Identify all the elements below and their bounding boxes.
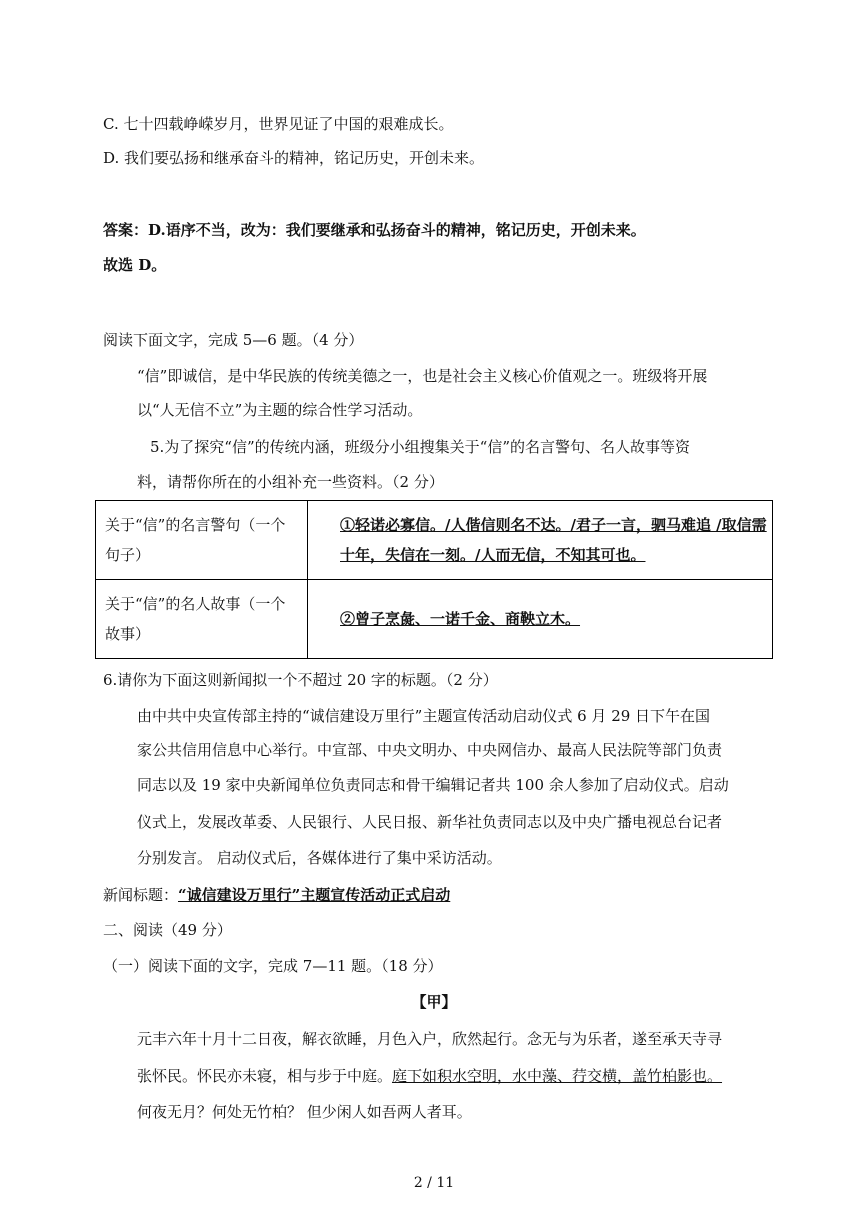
answer-choice: 故选 D。 [103, 256, 167, 274]
news-title-label: 新闻标题： [103, 886, 179, 904]
news-title-row [103, 885, 450, 905]
news-line: 同志以及 19 家中央新闻单位负责同志和骨干编辑记者共 100 余人参加了启动仪式。启动 [137, 776, 729, 794]
news-line: 仪式上，发展改革委、人民银行、人民日报、新华社负责同志以及中央广播电视总台记者 [137, 813, 723, 831]
option-d: D. 我们要弘扬和继承奋斗的精神，铭记历史，开创未来。 [103, 149, 485, 167]
underlined-passage: 庭下如积水空明，水中藻、荇交横，盖竹柏影也。 [392, 1067, 723, 1085]
table-row [96, 501, 773, 580]
section-heading: 二、阅读（49 分） [103, 921, 232, 939]
reading-intro: 阅读下面文字，完成 5—6 题。（4 分） [103, 331, 364, 349]
question-6-prompt: 6.请你为下面这则新闻拟一个不超过 20 字的标题。（2 分） [103, 671, 498, 689]
table-label-quotes: 关于“信”的名言警句（一个 句子） [96, 501, 308, 580]
option-c: C. 七十四载峥嵘岁月，世界见证了中国的艰难成长。 [103, 115, 454, 133]
news-line: 由中共中央宣传部主持的“诚信建设万里行”主题宣传活动启动仪式 6 月 29 日下午在国 [137, 707, 711, 725]
passage-line: 张怀民。怀民亦未寝，相与步于中庭。庭下如积水空明，水中藻、荇交横，盖竹柏影也。 [137, 1067, 723, 1085]
news-line: 分别发言。 启动仪式后，各媒体进行了集中采访活动。 [137, 849, 502, 867]
answer-line: 答案：D.语序不当，改为：我们要继承和弘扬奋斗的精神，铭记历史，开创未来。 [103, 221, 646, 239]
table-label-stories: 关于“信”的名人故事（一个 故事） [96, 580, 308, 659]
page-number: 2 / 11 [413, 1175, 455, 1191]
sub-heading: （一）阅读下面的文字，完成 7—11 题。（18 分） [103, 957, 443, 975]
intro-paragraph-line2: 以“人无信不立”为主题的综合性学习活动。 [137, 401, 423, 419]
news-line: 家公共信用信息中心举行。中宣部、中央文明办、中央网信办、最高人民法院等部门负责 [137, 741, 723, 759]
intro-paragraph-line1: “信”即诚信，是中华民族的传统美德之一，也是社会主义核心价值观之一。班级将开展 [137, 367, 708, 385]
passage-line: 元丰六年十月十二日夜，解衣欲睡，月色入户，欣然起行。念无与为乐者，遂至承天寺寻 [137, 1030, 723, 1048]
passage-title: 【甲】 [411, 993, 457, 1011]
passage-line: 何夜无月？何处无竹柏？ 但少闲人如吾两人者耳。 [137, 1103, 472, 1121]
question-5-line2: 料，请帮你所在的小组补充一些资料。（2 分） [137, 473, 444, 491]
news-title-answer: “诚信建设万里行”主题宣传活动正式启动 [178, 886, 451, 904]
table-row [96, 580, 773, 659]
question-5-line1: 5.为了探究“信”的传统内涵，班级分小组搜集关于“信”的名言警句、名人故事等资 [150, 438, 690, 456]
table-answer-quotes: ①轻诺必寡信。/人偕信则名不达。/君子一言，驷马难追 /取信需 十年，失信在一刻。/人而无信，不知其可也。 [308, 501, 773, 580]
table-answer-stories: ②曾子烹彘、一诺千金、商鞅立木。 [308, 580, 773, 659]
materials-table [95, 500, 773, 659]
